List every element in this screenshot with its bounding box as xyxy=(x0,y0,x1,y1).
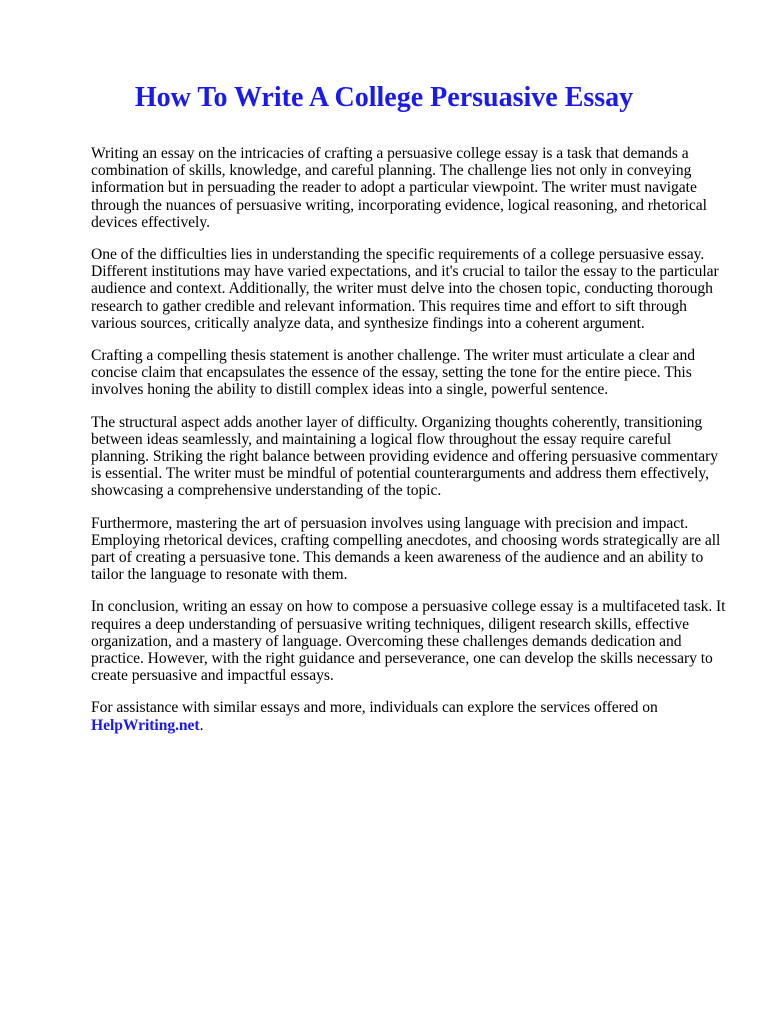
paragraph-1: Writing an essay on the intricacies of crafting a persuasive college essay is a task that demands a combination of skills, knowledge, and careful planning. The challenge lies not only in conveying information but in persuading the reader to adopt a particular viewpoint. The writer must navigate through the nuances of persuasive writing, incorporating evidence, logical reasoning, and rhetorical devices effectively. xyxy=(91,145,707,231)
closing-period: . xyxy=(199,716,204,734)
paragraph-4: The structural aspect adds another layer of difficulty. Organizing thoughts coherently, transitioning between ideas seamlessly, and maintaining a logical flow throughout the essay require careful planning. Striking the right balance between providing evidence and offering persuasive commentary is essential. The writer must be mindful of potential counterarguments and address them effectively, showcasing a comprehensive understanding of the topic. xyxy=(91,413,719,500)
closing-paragraph xyxy=(91,699,731,733)
essay-body xyxy=(91,145,731,749)
paragraph-5: Furthermore, mastering the art of persuasion involves using language with precision and impact. Employing rhetorical devices, crafting compelling anecdotes, and choosing words strategically are all part of creating a persuasive tone. This demands a keen awareness of the audience and an ability to tailor the language to resonate with them. xyxy=(91,514,721,584)
paragraph-2: One of the difficulties lies in understanding the specific requirements of a college persuasive essay. Different institutions may have varied expectations, and it's crucial to tailor the essay to the particular audience and context. Additionally, the writer must delve into the chosen topic, conducting thorough research to gather credible and relevant information. This requires time and effort to sift through various sources, critically analyze data, and synthesize findings into a coherent argument. xyxy=(91,246,719,332)
paragraph-3: Crafting a compelling thesis statement is another challenge. The writer must articulate a clear and concise claim that encapsulates the essence of the essay, setting the tone for the entire piece. This involves honing the ability to distill complex ideas into a single, powerful sentence. xyxy=(91,347,695,399)
page-title: How To Write A College Persuasive Essay xyxy=(134,82,634,113)
helpwriting-link[interactable]: HelpWriting.net xyxy=(91,716,200,734)
paragraph-6: In conclusion, writing an essay on how to compose a persuasive college essay is a multifaceted task. It requires a deep understanding of persuasive writing techniques, diligent research skills, effective organization, and a mastery of language. Overcoming these challenges demands dedication and practice. However, with the right guidance and perseverance, one can develop the skills necessary to create persuasive and impactful essays. xyxy=(91,598,726,685)
closing-text: For assistance with similar essays and more, individuals can explore the services offered on xyxy=(91,699,658,717)
